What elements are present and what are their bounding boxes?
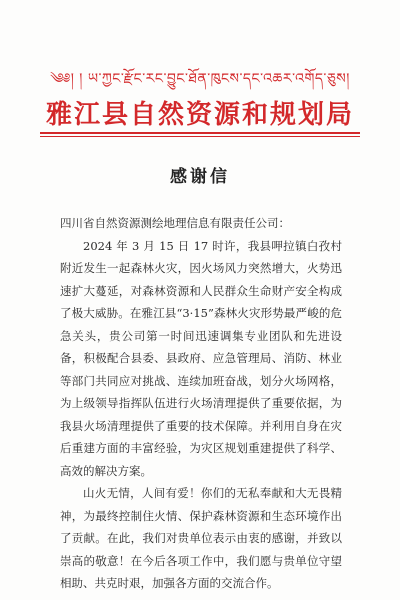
letter-title: 感谢信 bbox=[170, 167, 230, 187]
letter-paragraph: 2024 年 3 月 15 日 17 时许，我县呷拉镇白孜村附近发生一起森林火灾，因火场风力突然增大，火势迅速扩大蔓延，对森林资源和人民群众生命财产安全构成了极大威胁。在雅江县“3·15”森林火灾形势最严峻的危急关头，贵公司第一时间迅速调集专业团队和先进设备，积极配合县委、县政府、应急管理局、消防、林业等部门共同应对挑战、连续加班奋战，划分火场网格，为上级领导指挥队伍进行火场清理提供了重要依据，为我县火场清理提供了重要的技术保障。并利用自身在灾后重建方面的丰富经验，为灾区规划重建提供了科学、高效的解决方案。 bbox=[60, 238, 342, 478]
letter-paragraph: 山火无情，人间有爱！你们的无私奉献和大无畏精神，为最终控制住火情、保护森林资源和生态环境作出了贡献。在此，我们对贵单位表示由衷的感谢，并致以崇高的敬意！在今后各项工作中，我们愿与贵单位守望相助、共克时艰，加强各方面的交流合作。 bbox=[60, 486, 342, 590]
letterhead-divider-thin bbox=[40, 136, 360, 137]
letter-body bbox=[60, 212, 342, 595]
letterhead-tibetan-name: ༄༅། ། ཡ་ཀྱང་རྫོང་རང་བྱུང་ཐོན་ཁུངས་དང་འཆར་འགོད་ཅུས། bbox=[50, 71, 350, 87]
letterhead-divider-thick bbox=[40, 132, 360, 134]
letterhead-org-name: 雅江县自然资源和规划局 bbox=[45, 100, 354, 130]
letter-salutation: 四川省自然资源测绘地理信息有限责任公司： bbox=[60, 216, 290, 230]
